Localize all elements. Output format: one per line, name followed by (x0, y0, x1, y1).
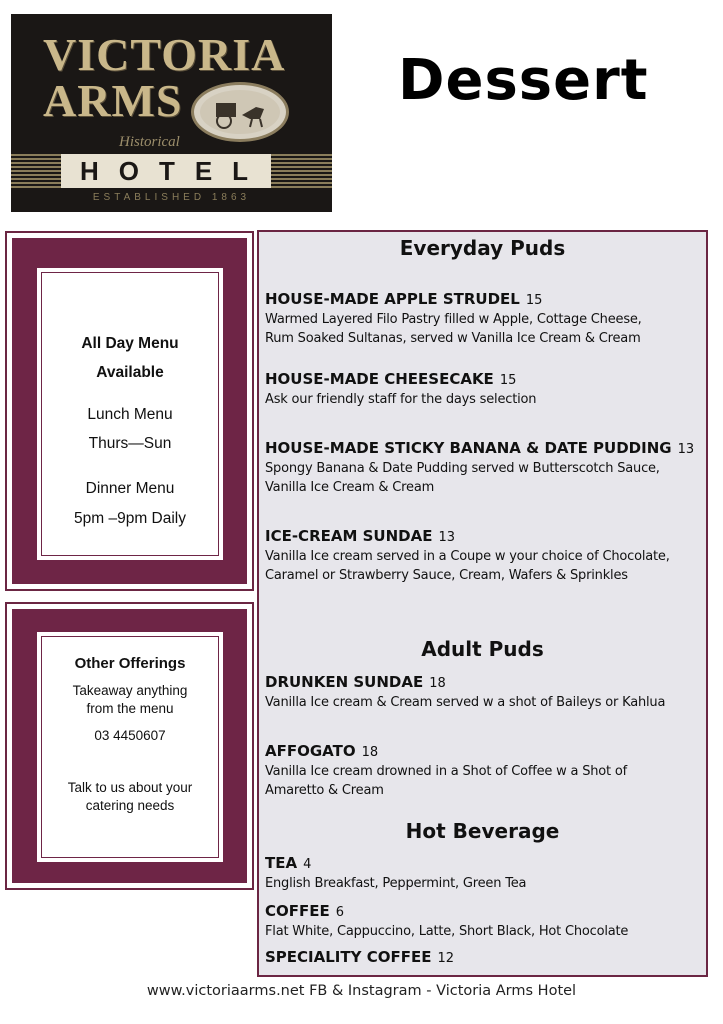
hotel-logo (11, 14, 332, 212)
phone-number: 03 4450607 (94, 728, 166, 743)
item-description: Amaretto & Cream (265, 783, 384, 798)
menu-item (265, 742, 701, 800)
item-name: AFFOGATO (265, 742, 356, 760)
catering-line-1: Talk to us about your (67, 780, 193, 795)
item-description: English Breakfast, Peppermint, Green Tea (265, 876, 527, 891)
lunch-label: Lunch Menu (87, 406, 173, 423)
adult-puds-title: Adult Puds (421, 637, 544, 661)
hot-beverage-title: Hot Beverage (405, 819, 560, 843)
menu-item (265, 290, 701, 348)
item-name: SPECIALITY COFFEE (265, 948, 432, 966)
other-offerings-box (5, 602, 254, 890)
menu-hours-box (5, 231, 254, 591)
footer-contact: www.victoriaarms.net FB & Instagram - Victoria Arms Hotel (146, 983, 577, 999)
dessert-menu-panel (257, 230, 708, 977)
item-name-row (265, 370, 701, 390)
catering-line-2: catering needs (85, 798, 175, 813)
item-name-row (265, 527, 701, 547)
item-name: HOUSE-MADE STICKY BANANA & DATE PUDDING (265, 439, 672, 457)
logo-established-text: ESTABLISHED 1863 (92, 192, 251, 203)
logo-historical-text: Historical (119, 134, 180, 150)
all-day-heading-1: All Day Menu (81, 335, 179, 352)
item-price: 13 (438, 530, 456, 545)
horse-carriage-emblem-icon (191, 82, 289, 142)
item-name: COFFEE (265, 902, 330, 920)
item-description: Warmed Layered Filo Pastry filled w Apple, Cottage Cheese, (265, 312, 642, 327)
item-price: 4 (303, 857, 312, 872)
item-name-row (265, 742, 701, 762)
item-description: Vanilla Ice cream & Cream served w a shot of Baileys or Kahlua (265, 695, 666, 710)
item-name: TEA (265, 854, 298, 872)
item-description: Ask our friendly staff for the days selection (265, 392, 537, 407)
item-name: DRUNKEN SUNDAE (265, 673, 424, 691)
item-price: 12 (437, 951, 454, 966)
item-description: Spongy Banana & Date Pudding served w Butterscotch Sauce, (265, 461, 660, 476)
page-title: Dessert (398, 48, 649, 113)
menu-item (265, 439, 701, 497)
item-name-row (265, 854, 701, 874)
menu-hours-card (37, 268, 223, 560)
everyday-puds-title: Everyday Puds (399, 236, 566, 260)
menu-item (265, 527, 701, 585)
item-price: 18 (361, 745, 379, 760)
logo-hotel-text: HOTEL (61, 154, 271, 188)
item-description: Rum Soaked Sultanas, served w Vanilla Ice Cream & Cream (265, 331, 641, 346)
item-price: 15 (499, 373, 517, 388)
item-price: 6 (335, 905, 345, 920)
item-name-row (265, 902, 701, 922)
item-price: 18 (429, 676, 446, 691)
menu-item (265, 902, 701, 941)
logo-arms-text: ARMS (43, 75, 183, 126)
item-description: Caramel or Strawberry Sauce, Cream, Wafers & Sprinkles (265, 568, 628, 583)
all-day-heading-2: Available (96, 364, 164, 381)
item-description: Vanilla Ice cream drowned in a Shot of Coffee w a Shot of (265, 764, 628, 779)
logo-victoria-text: VICTORIA (43, 29, 286, 80)
lunch-days: Thurs—Sun (88, 435, 172, 452)
other-offerings-card (37, 632, 223, 862)
item-price: 15 (525, 293, 543, 308)
takeaway-line-2: from the menu (86, 701, 174, 716)
menu-item (265, 948, 701, 968)
item-name-row (265, 290, 701, 310)
item-description: Flat White, Cappuccino, Latte, Short Black, Hot Chocolate (265, 924, 629, 939)
dinner-hours: 5pm –9pm Daily (74, 510, 186, 527)
item-description: Vanilla Ice Cream & Cream (265, 480, 435, 495)
item-name: ICE-CREAM SUNDAE (265, 527, 433, 545)
item-price: 13 (677, 442, 695, 457)
menu-item (265, 370, 701, 409)
other-offerings-heading: Other Offerings (74, 655, 186, 672)
item-name-row (265, 948, 701, 968)
takeaway-line-1: Takeaway anything (72, 683, 188, 698)
dinner-label: Dinner Menu (85, 480, 175, 497)
item-name: HOUSE-MADE CHEESECAKE (265, 370, 494, 388)
menu-item (265, 854, 701, 893)
item-description: Vanilla Ice cream served in a Coupe w your choice of Chocolate, (265, 549, 670, 564)
item-name: HOUSE-MADE APPLE STRUDEL (265, 290, 520, 308)
item-name-row (265, 673, 701, 693)
item-name-row (265, 439, 701, 459)
menu-item (265, 673, 701, 712)
